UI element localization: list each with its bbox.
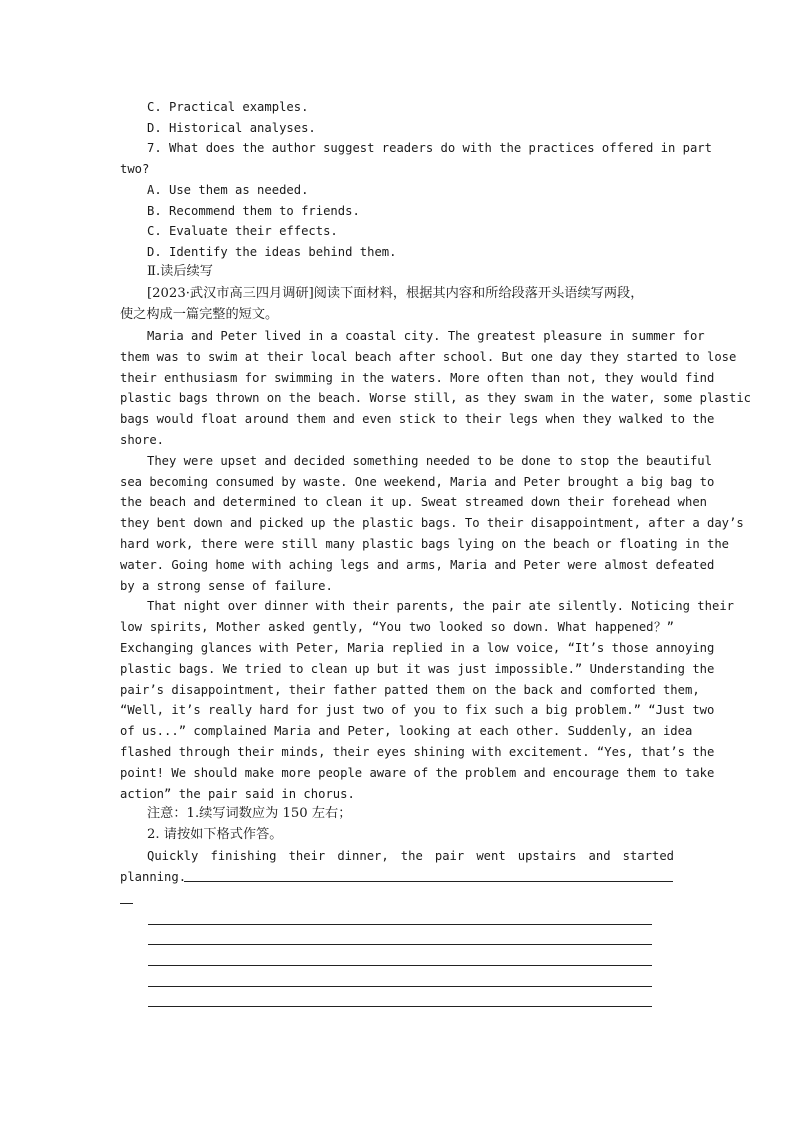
passage-line: them was to swim at their local beach after school. But one day they started to lose xyxy=(120,350,737,364)
option-a-q7: A. Use them as needed. xyxy=(147,183,309,197)
passage-line: pair’s disappointment, their father patted them on the back and comforted them, xyxy=(120,683,700,697)
continuation-prompt-cont: planning. xyxy=(120,870,187,884)
passage-line: hard work, there were still many plastic bags lying on the beach or floating in the xyxy=(120,537,730,551)
section-instruction-cont: 使之构成一篇完整的短文。 xyxy=(120,307,279,322)
passage-line: bags would float around them and even stick to their legs when they walked to the xyxy=(120,412,715,426)
passage-line: their enthusiasm for swimming in the waters. More often than not, they would find xyxy=(120,371,715,385)
passage-line: plastic bags thrown on the beach. Worse still, as they swam in the water, some plastic xyxy=(120,391,752,405)
answer-line[interactable] xyxy=(148,1006,652,1007)
option-c-q6: C. Practical examples. xyxy=(147,100,309,114)
passage-line: by a strong sense of failure. xyxy=(120,579,333,593)
passage-line: sea becoming consumed by waste. One weekend, Maria and Peter brought a big bag to xyxy=(120,475,715,489)
passage-line: plastic bags. We tried to clean up but it was just impossible.” Understanding the xyxy=(120,662,715,676)
answer-fill-line-tail xyxy=(120,903,133,904)
section-heading: Ⅱ.读后续写 xyxy=(147,264,213,279)
passage-line: water. Going home with aching legs and arms, Maria and Peter were almost defeated xyxy=(120,558,715,572)
passage-line: Exchanging glances with Peter, Maria replied in a low voice, “It’s those annoying xyxy=(120,641,715,655)
answer-line[interactable] xyxy=(148,986,652,987)
passage-line: low spirits, Mother asked gently, “You two looked so down. What happened？” xyxy=(120,620,674,634)
passage-line: flashed through their minds, their eyes shining with excitement. “Yes, that’s the xyxy=(120,745,715,759)
note-word-count: 注意：1.续写词数应为 150 左右； xyxy=(147,806,352,821)
question-7-stem-cont: two? xyxy=(120,162,150,176)
answer-line[interactable] xyxy=(148,965,652,966)
passage-line: Maria and Peter lived in a coastal city. The greatest pleasure in summer for xyxy=(147,329,705,343)
passage-line: “Well, it’s really hard for just two of you to fix such a big problem.” “Just two xyxy=(120,703,715,717)
continuation-prompt: Quickly finishing their dinner, the pair went upstairs and started xyxy=(147,849,674,863)
option-d-q7: D. Identify the ideas behind them. xyxy=(147,245,397,259)
answer-line[interactable] xyxy=(148,924,652,925)
answer-fill-line[interactable] xyxy=(184,881,673,882)
passage-line: point! We should make more people aware of the problem and encourage them to take xyxy=(120,766,715,780)
passage-line: they bent down and picked up the plastic bags. To their disappointment, after a day’s xyxy=(120,516,744,530)
passage-line: the beach and determined to clean it up. Sweat streamed down their forehead when xyxy=(120,495,707,509)
question-7-stem: 7. What does the author suggest readers do with the practices offered in part xyxy=(147,141,712,155)
option-d-q6: D. Historical analyses. xyxy=(147,121,316,135)
passage-line: That night over dinner with their parents, the pair ate silently. Noticing their xyxy=(147,599,734,613)
passage-line: action” the pair said in chorus. xyxy=(120,787,355,801)
passage-line: They were upset and decided something needed to be done to stop the beautiful xyxy=(147,454,712,468)
passage-line: of us...” complained Maria and Peter, looking at each other. Suddenly, an idea xyxy=(120,724,693,738)
note-format: 2. 请按如下格式作答。 xyxy=(147,827,283,842)
answer-line[interactable] xyxy=(148,944,652,945)
option-c-q7: C. Evaluate their effects. xyxy=(147,224,338,238)
option-b-q7: B. Recommend them to friends. xyxy=(147,204,360,218)
section-instruction: [2023·武汉市高三四月调研]阅读下面材料，根据其内容和所给段落开头语续写两段， xyxy=(147,286,644,301)
passage-line: shore. xyxy=(120,433,165,447)
